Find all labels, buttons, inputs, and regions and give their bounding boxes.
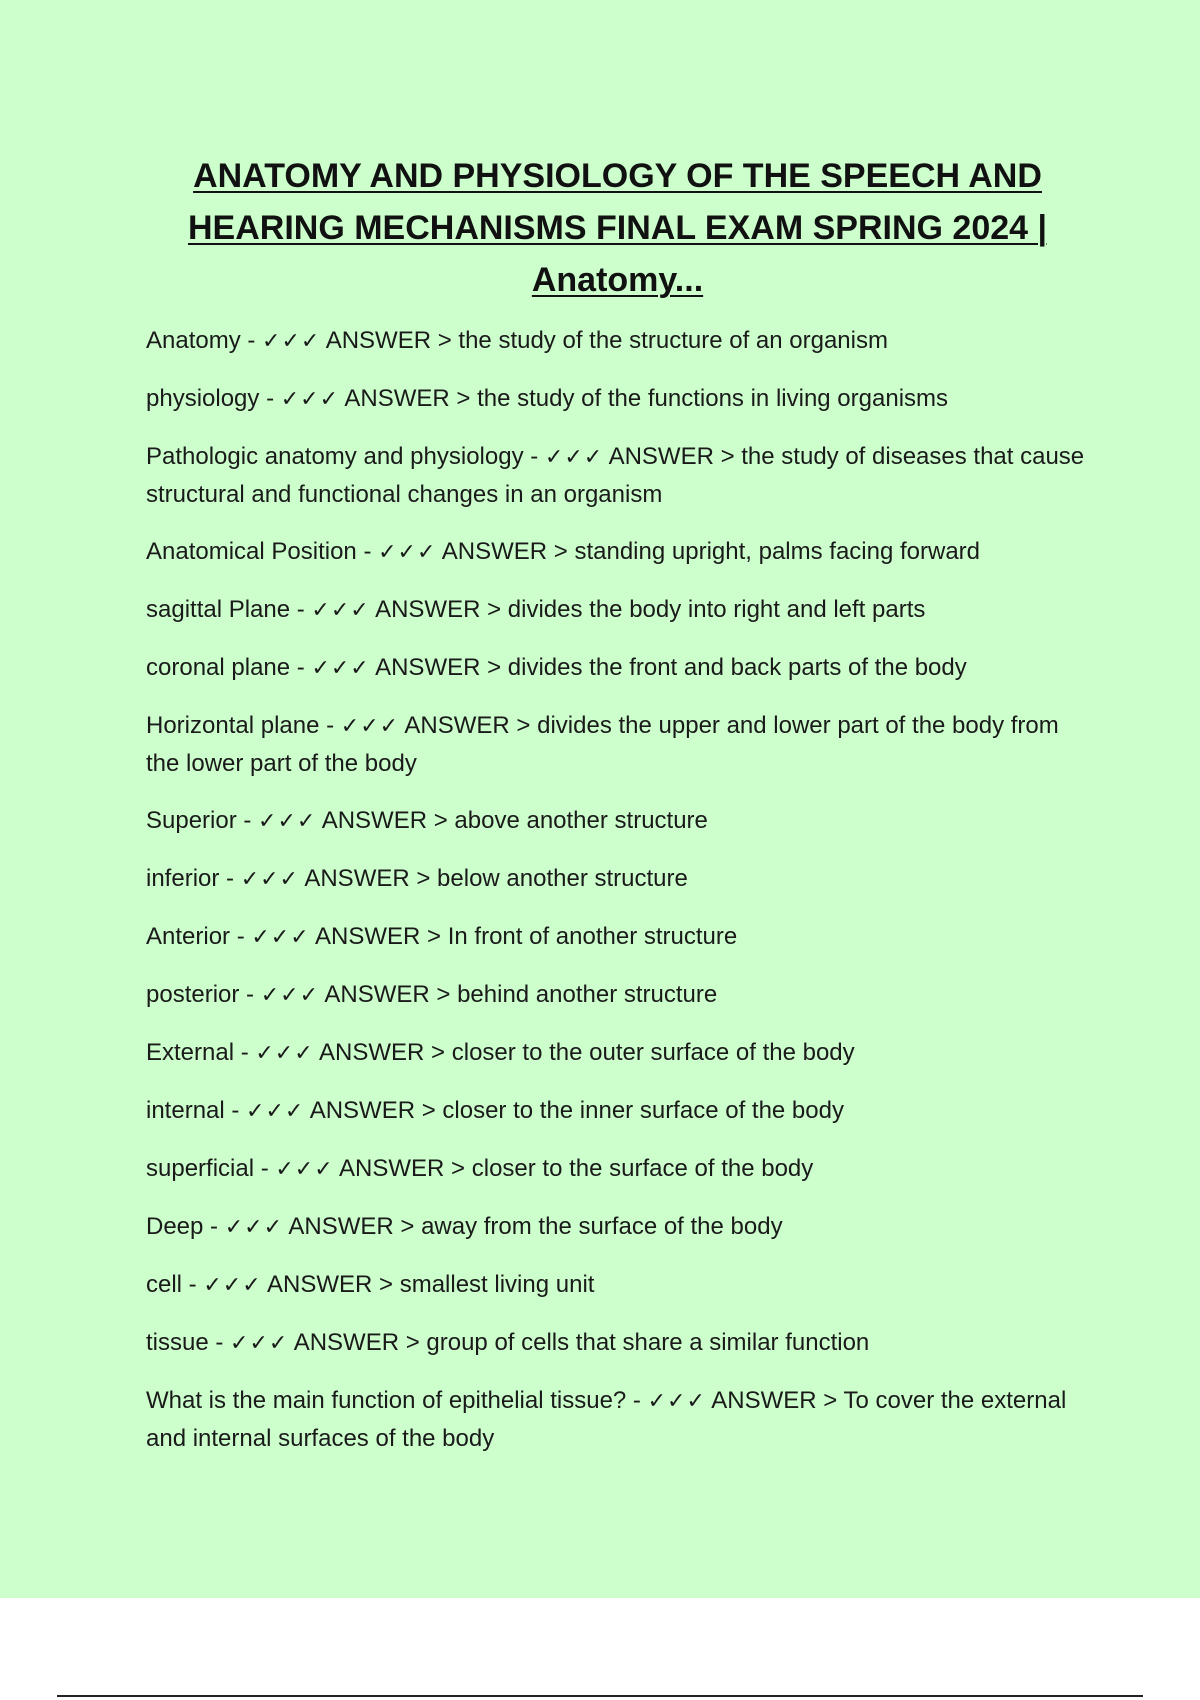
checkmark-icon: ✓✓✓ <box>544 445 604 470</box>
flashcard-item <box>146 1034 1086 1072</box>
flashcard-item <box>146 707 1086 782</box>
document-title <box>150 150 1085 306</box>
answer-label: ANSWER > <box>288 1329 427 1356</box>
flashcard-item <box>146 591 1086 629</box>
answer-label: ANSWER > <box>304 1097 443 1124</box>
checkmark-icon: ✓✓✓ <box>224 1215 284 1240</box>
term: tissue <box>146 1329 209 1356</box>
term: Anatomy <box>146 327 241 354</box>
checkmark-icon: ✓✓✓ <box>251 925 310 950</box>
checkmark-icon: ✓✓✓ <box>230 1331 289 1356</box>
answer-label: ANSWER > <box>319 981 458 1008</box>
checkmark-icon: ✓✓✓ <box>647 1389 706 1414</box>
separator: - <box>224 1097 247 1124</box>
checkmark-icon: ✓✓✓ <box>203 1273 262 1298</box>
checkmark-icon: ✓✓✓ <box>262 329 321 354</box>
answer-label: ANSWER > <box>369 654 508 681</box>
flashcard-item <box>146 322 1086 360</box>
answer-label: ANSWER > <box>369 596 508 623</box>
term: cell <box>146 1271 183 1298</box>
term: physiology <box>146 385 260 412</box>
flashcard-item <box>146 1208 1086 1246</box>
flashcard-item <box>146 1382 1086 1457</box>
separator: - <box>240 327 263 354</box>
term: Horizontal plane <box>146 712 320 739</box>
separator: - <box>239 981 261 1008</box>
checkmark-icon: ✓✓✓ <box>260 983 320 1008</box>
answer-label: ANSWER > <box>399 712 538 739</box>
term: Pathologic anatomy and physiology <box>146 443 524 470</box>
separator: - <box>208 1329 231 1356</box>
separator: - <box>259 385 281 412</box>
flashcard-item <box>146 1150 1086 1188</box>
definition: the study of diseases that cause structural and functional changes in an organism <box>146 443 1085 508</box>
answer-label: ANSWER > <box>309 923 448 950</box>
term: inferior <box>146 865 220 892</box>
flashcard-item <box>146 918 1086 956</box>
flashcard-item <box>146 1266 1086 1304</box>
definition: the study of the structure of an organism <box>458 327 888 354</box>
checkmark-icon: ✓✓✓ <box>258 809 317 834</box>
definition: To cover the external and internal surfaces of the body <box>146 1387 1067 1452</box>
separator: - <box>254 1155 276 1182</box>
footer-divider <box>57 1695 1143 1697</box>
flashcard-item <box>146 380 1086 418</box>
separator: - <box>290 596 312 623</box>
separator: - <box>523 443 545 470</box>
definition: the study of the functions in living organisms <box>477 385 949 412</box>
separator: - <box>219 865 241 892</box>
separator: - <box>290 654 312 681</box>
answer-label: ANSWER > <box>705 1387 844 1414</box>
checkmark-icon: ✓✓✓ <box>340 714 400 739</box>
term: posterior <box>146 981 240 1008</box>
answer-label: ANSWER > <box>603 443 742 470</box>
term: sagittal Plane <box>146 596 291 623</box>
checkmark-icon: ✓✓✓ <box>378 540 437 565</box>
checkmark-icon: ✓✓✓ <box>275 1157 334 1182</box>
separator: - <box>203 1213 225 1240</box>
definition: below another structure <box>437 865 688 892</box>
checkmark-icon: ✓✓✓ <box>280 387 340 412</box>
flashcard-item <box>146 1092 1086 1130</box>
definition: In front of another structure <box>447 923 738 950</box>
definition: smallest living unit <box>399 1271 595 1298</box>
flashcard-item <box>146 649 1086 687</box>
separator: - <box>234 1039 256 1066</box>
answer-label: ANSWER > <box>436 538 575 565</box>
definition: group of cells that share a similar function <box>426 1329 870 1356</box>
term: coronal plane <box>146 654 291 681</box>
checkmark-icon: ✓✓✓ <box>311 598 370 623</box>
definition: divides the upper and lower part of the body from the lower part of the body <box>146 712 1059 777</box>
answer-label: ANSWER > <box>313 1039 452 1066</box>
separator: - <box>356 538 379 565</box>
definition: divides the front and back parts of the body <box>507 654 967 681</box>
term: internal <box>146 1097 225 1124</box>
definition: closer to the inner surface of the body <box>442 1097 844 1124</box>
answer-label: ANSWER > <box>333 1155 472 1182</box>
separator: - <box>236 807 259 834</box>
checkmark-icon: ✓✓✓ <box>255 1041 314 1066</box>
definition: closer to the surface of the body <box>471 1155 814 1182</box>
definition: above another structure <box>454 807 708 834</box>
answer-label: ANSWER > <box>261 1271 400 1298</box>
definition: behind another structure <box>457 981 718 1008</box>
flashcard-item <box>146 976 1086 1014</box>
document-title-text: ANATOMY AND PHYSIOLOGY OF THE SPEECH AND HEARING MECHANISMS FINAL EXAM SPRING 2024 | Anatomy... <box>187 157 1047 299</box>
answer-label: ANSWER > <box>299 865 438 892</box>
flashcard-list <box>146 322 1086 1477</box>
term: Anterior <box>146 923 231 950</box>
answer-label: ANSWER > <box>316 807 455 834</box>
definition: away from the surface of the body <box>421 1213 783 1240</box>
flashcard-item <box>146 802 1086 840</box>
answer-label: ANSWER > <box>283 1213 422 1240</box>
definition: closer to the outer surface of the body <box>451 1039 855 1066</box>
flashcard-item <box>146 533 1086 571</box>
flashcard-item <box>146 860 1086 898</box>
answer-label: ANSWER > <box>320 327 459 354</box>
separator: - <box>626 1387 648 1414</box>
separator: - <box>182 1271 204 1298</box>
definition: standing upright, palms facing forward <box>574 538 981 565</box>
term: Superior <box>146 807 237 834</box>
separator: - <box>230 923 252 950</box>
separator: - <box>319 712 341 739</box>
flashcard-item <box>146 1324 1086 1362</box>
flashcard-item <box>146 438 1086 513</box>
checkmark-icon: ✓✓✓ <box>240 867 299 892</box>
answer-label: ANSWER > <box>339 385 478 412</box>
checkmark-icon: ✓✓✓ <box>311 656 370 681</box>
term: Anatomical Position <box>146 538 357 565</box>
term: What is the main function of epithelial tissue? <box>146 1387 627 1414</box>
definition: divides the body into right and left parts <box>507 596 926 623</box>
checkmark-icon: ✓✓✓ <box>246 1099 305 1124</box>
term: Deep <box>146 1213 204 1240</box>
term: External <box>146 1039 235 1066</box>
term: superficial <box>146 1155 255 1182</box>
